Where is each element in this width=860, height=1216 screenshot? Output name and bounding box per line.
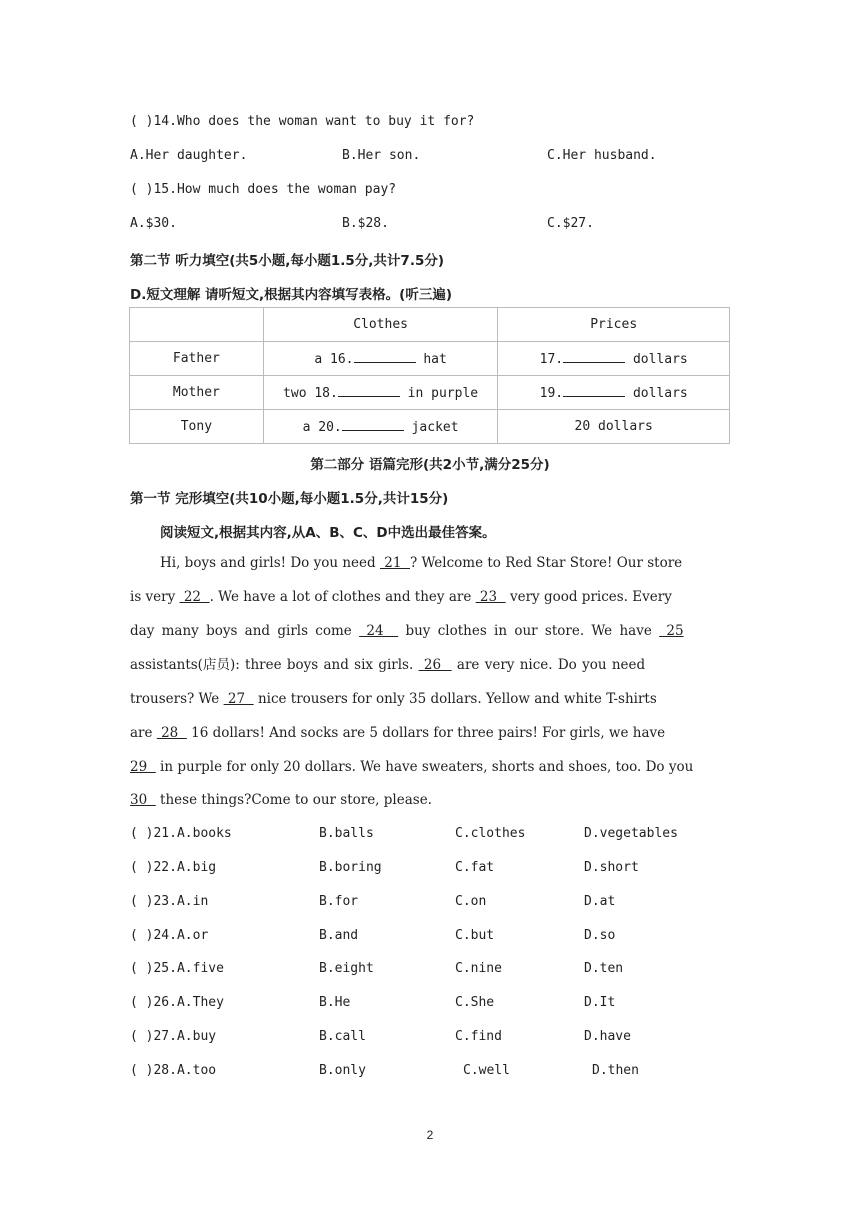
choice-21-d: D.vegetables: [584, 826, 678, 841]
row-price: 20 dollars: [498, 410, 730, 444]
choice-25-stem: ( )25.A.five: [130, 961, 224, 976]
q14-option-a: A.Her daughter.: [130, 148, 248, 163]
choice-23-d: D.at: [584, 894, 616, 909]
answer-blank[interactable]: [354, 350, 416, 363]
table-row: [130, 410, 730, 444]
row-clothes: a 16. hat: [263, 342, 498, 376]
choice-24-stem: ( )24.A.or: [130, 928, 209, 943]
section-2-heading: 第二节 听力填空(共5小题,每小题1.5分,共计7.5分): [130, 253, 445, 269]
choice-24-d: D.so: [584, 928, 616, 943]
section-1-heading: 第一节 完形填空(共10小题,每小题1.5分,共计15分): [130, 491, 449, 507]
header-prices: Prices: [498, 308, 730, 342]
listening-table: [129, 307, 730, 444]
instruction: 阅读短文,根据其内容,从A、B、C、D中选出最佳答案。: [160, 525, 496, 541]
choice-27-stem: ( )27.A.buy: [130, 1029, 217, 1044]
choice-27-b: B.call: [319, 1029, 366, 1044]
question-14-stem: ( )14.Who does the woman want to buy it for?: [130, 114, 475, 129]
choice-23-b: B.for: [319, 894, 359, 909]
q15-option-c: C.$27.: [547, 216, 594, 231]
q15-option-a: A.$30.: [130, 216, 177, 231]
answer-blank[interactable]: [563, 384, 625, 397]
q15-option-b: B.$28.: [342, 216, 389, 231]
answer-blank[interactable]: [342, 418, 404, 431]
cloze-blank-23[interactable]: 23: [475, 589, 506, 605]
choice-24-b: B.and: [319, 928, 359, 943]
choice-26-b: B.He: [319, 995, 351, 1010]
choice-26-stem: ( )26.A.They: [130, 995, 224, 1010]
choice-25-c: C.nine: [455, 961, 502, 976]
header-blank: [130, 308, 264, 342]
choice-24-c: C.but: [455, 928, 495, 943]
choice-21-stem: ( )21.A.books: [130, 826, 232, 841]
row-person: Tony: [130, 410, 264, 444]
table-row: [130, 342, 730, 376]
passage-line-8: 30 these things?Come to our store, please.: [130, 792, 432, 808]
passage-line-5: trousers? We 27 nice trousers for only 35 dollars. Yellow and white T-shirts: [130, 691, 657, 707]
answer-blank[interactable]: [563, 350, 625, 363]
row-price: 17. dollars: [498, 342, 730, 376]
choice-28-b: B.only: [319, 1063, 366, 1078]
choice-22-b: B.boring: [319, 860, 382, 875]
cloze-blank-26[interactable]: 26: [418, 657, 452, 673]
passage-line-3: day many boys and girls come 24 buy clothes in our store. We have 25: [130, 623, 684, 639]
cloze-blank-22[interactable]: 22: [179, 589, 210, 605]
passage-line-4: assistants(店员): three boys and six girls. 26 are very nice. Do you need: [130, 657, 646, 673]
choice-21-b: B.balls: [319, 826, 374, 841]
choice-26-c: C.She: [455, 995, 495, 1010]
choice-21-c: C.clothes: [455, 826, 526, 841]
choice-28-stem: ( )28.A.too: [130, 1063, 217, 1078]
row-price: 19. dollars: [498, 376, 730, 410]
q14-option-b: B.Her son.: [342, 148, 421, 163]
table-header-row: [130, 308, 730, 342]
page-number: 2: [426, 1128, 434, 1142]
row-person: Father: [130, 342, 264, 376]
choice-28-c: C.well: [463, 1063, 510, 1078]
cloze-blank-30[interactable]: 30: [130, 792, 156, 808]
choice-23-c: C.on: [455, 894, 487, 909]
choice-22-d: D.short: [584, 860, 639, 875]
passage-line-1: Hi, boys and girls! Do you need 21 ? Welcome to Red Star Store! Our store: [160, 555, 683, 571]
choice-28-d: D.then: [592, 1063, 639, 1078]
part-2-heading: 第二部分 语篇完形(共2小节,满分25分): [310, 457, 550, 473]
answer-blank[interactable]: [338, 384, 400, 397]
row-person: Mother: [130, 376, 264, 410]
table-row: [130, 376, 730, 410]
passage-line-6: are 28 16 dollars! And socks are 5 dollars for three pairs! For girls, we have: [130, 725, 666, 741]
row-clothes: two 18. in purple: [263, 376, 498, 410]
q14-option-c: C.Her husband.: [547, 148, 657, 163]
passage-line-7: 29 in purple for only 20 dollars. We have sweaters, shorts and shoes, too. Do you: [130, 759, 694, 775]
cloze-blank-28[interactable]: 28: [156, 725, 187, 741]
choice-22-c: C.fat: [455, 860, 495, 875]
choice-27-d: D.have: [584, 1029, 631, 1044]
passage-line-2: is very 22 . We have a lot of clothes and they are 23 very good prices. Every: [130, 589, 672, 605]
choice-25-d: D.ten: [584, 961, 624, 976]
part-d-heading: D.短文理解 请听短文,根据其内容填写表格。(听三遍): [130, 287, 453, 303]
choice-22-stem: ( )22.A.big: [130, 860, 217, 875]
cloze-blank-27[interactable]: 27: [223, 691, 254, 707]
cloze-blank-24[interactable]: 24: [359, 623, 399, 639]
choice-26-d: D.It: [584, 995, 616, 1010]
choice-25-b: B.eight: [319, 961, 374, 976]
cloze-blank-29[interactable]: 29: [130, 759, 156, 775]
choice-27-c: C.find: [455, 1029, 502, 1044]
cloze-blank-25[interactable]: 25: [659, 623, 684, 639]
question-15-stem: ( )15.How much does the woman pay?: [130, 182, 397, 197]
row-clothes: a 20. jacket: [263, 410, 498, 444]
header-clothes: Clothes: [263, 308, 498, 342]
choice-23-stem: ( )23.A.in: [130, 894, 209, 909]
cloze-blank-21[interactable]: 21: [379, 555, 410, 571]
